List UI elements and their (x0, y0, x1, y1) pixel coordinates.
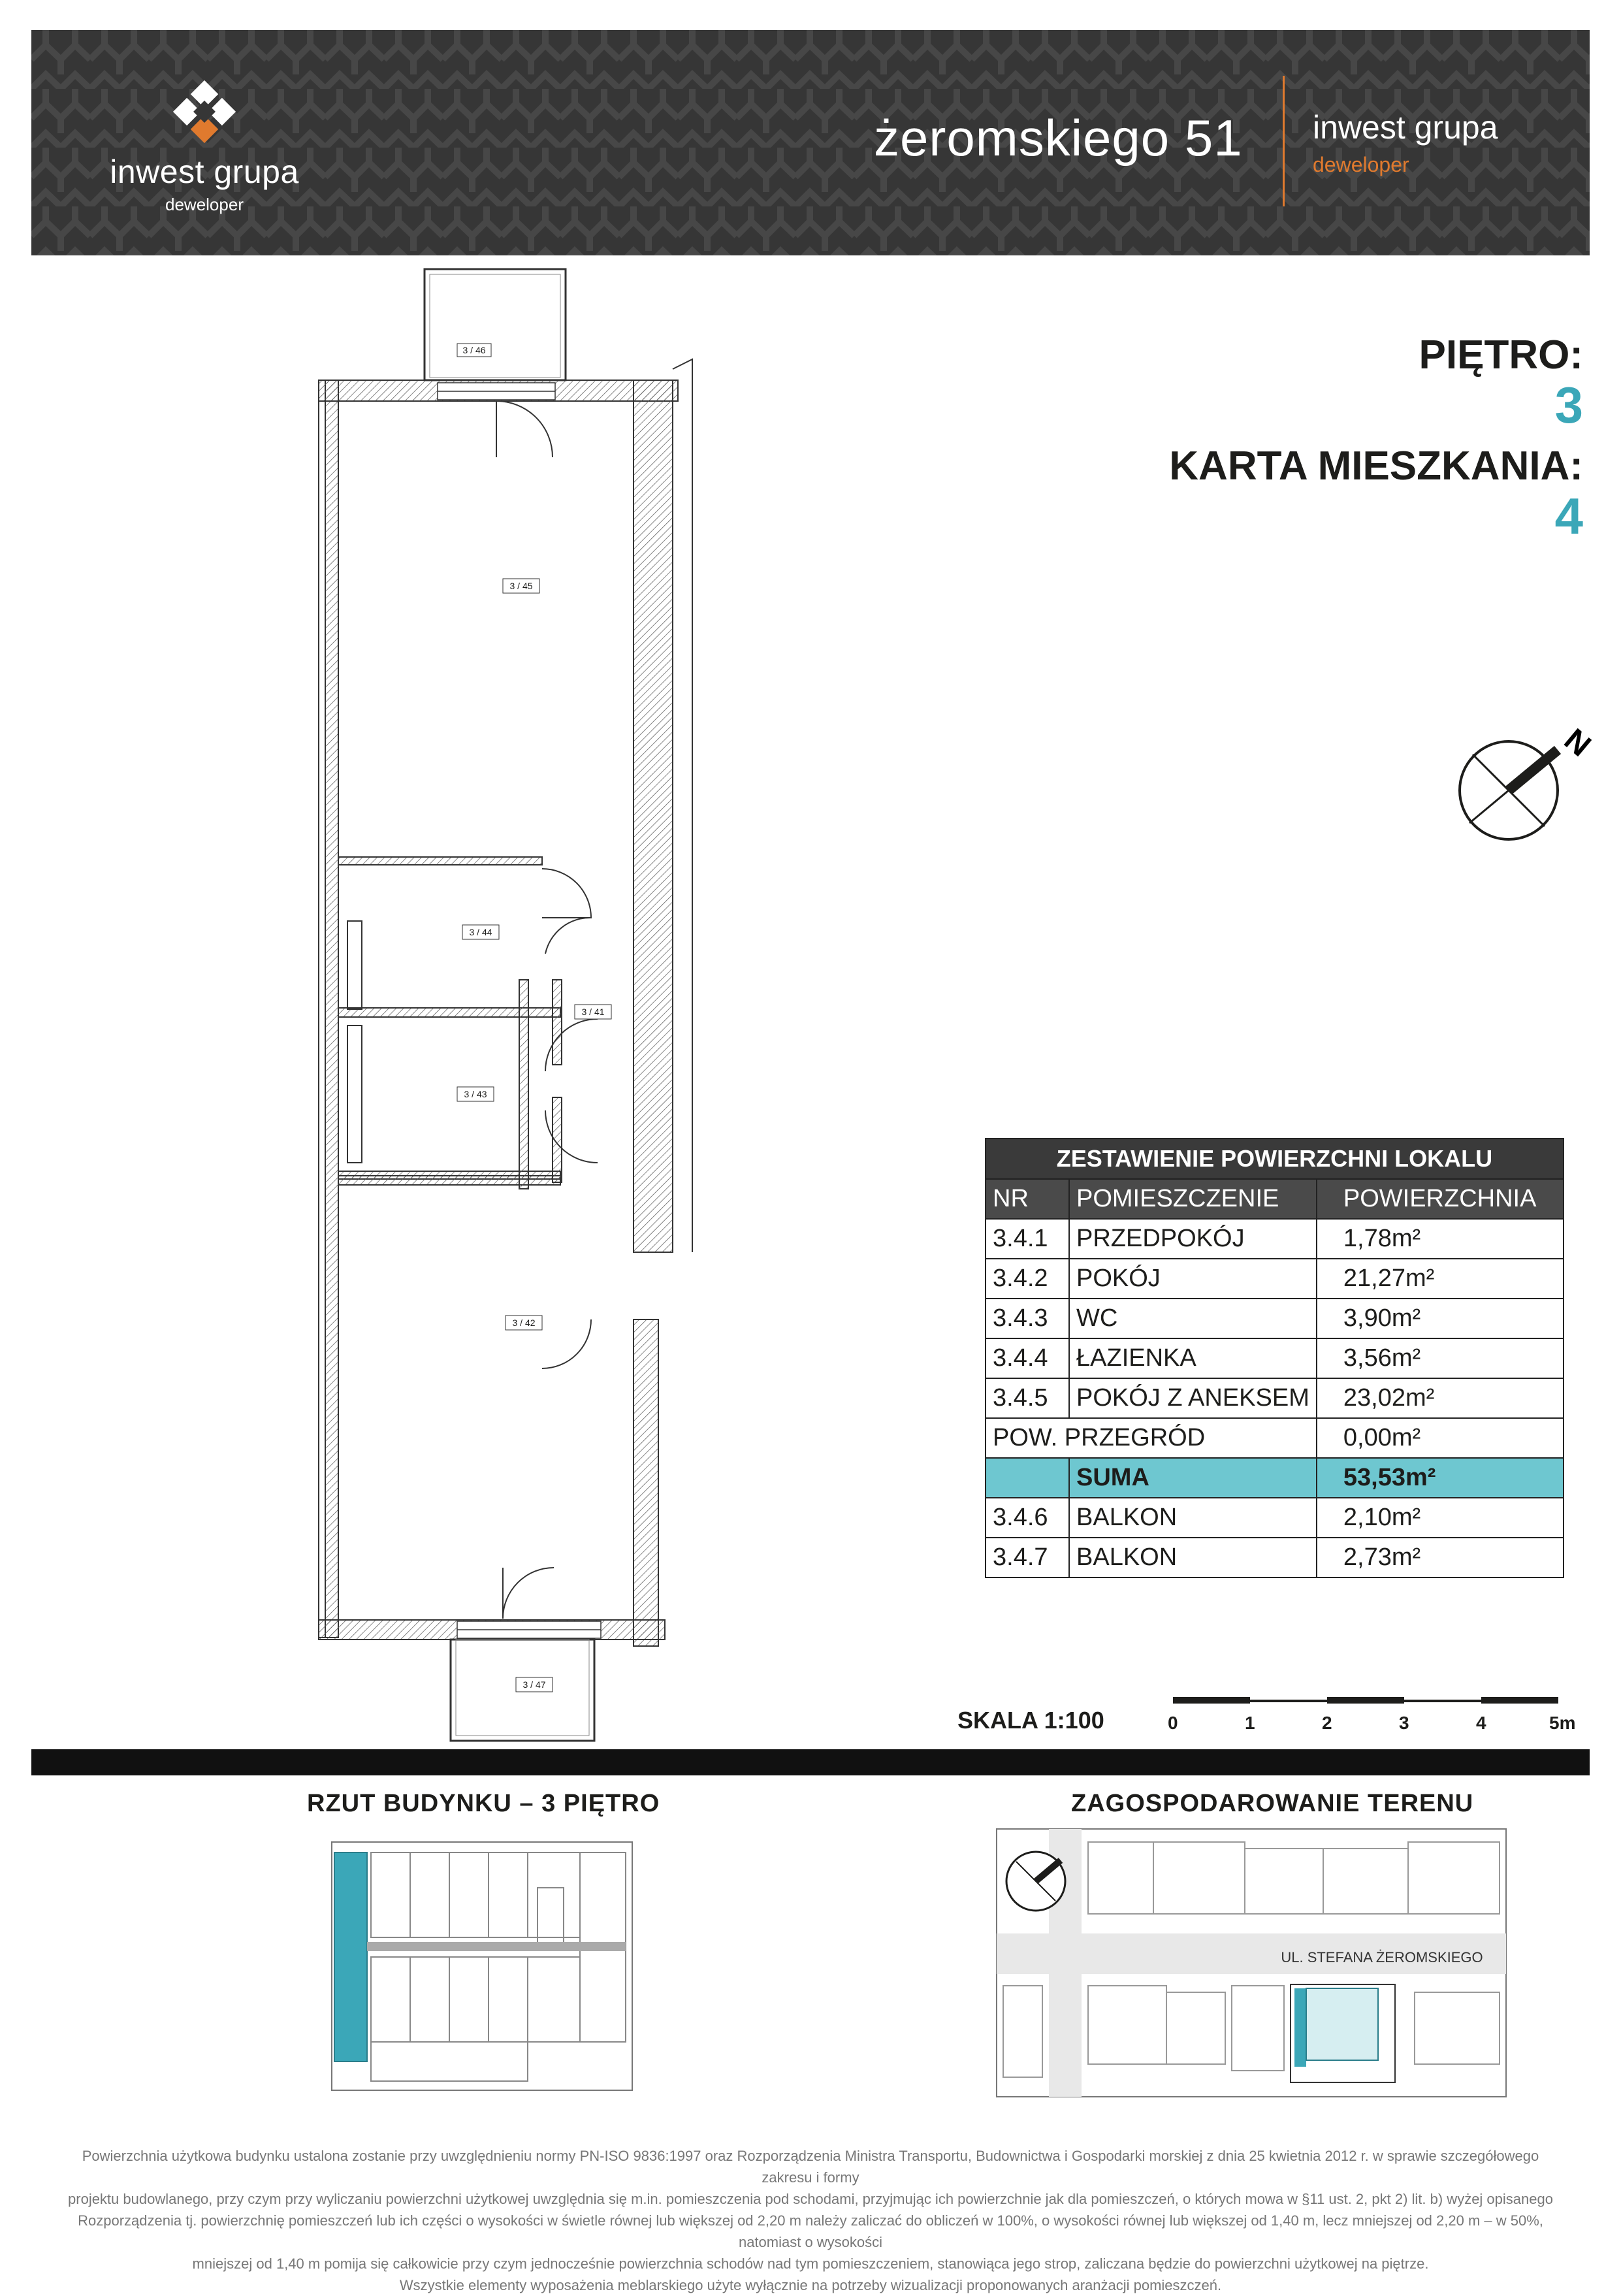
table-row-partitions (986, 1418, 1564, 1458)
company-logo (93, 82, 315, 215)
table-row (986, 1259, 1564, 1299)
project-name: żeromskiego 51 (874, 109, 1243, 167)
footnote-line: Rozporządzenia tj. powierzchnię pomieszczeń lub ich części o wysokości w świetle równej lub większej od 2,20 m należy zaliczać do obliczeń w 100%, o wysokości równej lub większej od 1,40 m, lecz mniejszej od 2,20 m – w 50%, natomiast o wysokości (78, 2212, 1543, 2250)
table-row (986, 1498, 1564, 1538)
floor-plan (300, 261, 718, 1751)
footnote-line: Wszystkie elementy wyposażenia meblarskiego użyte wyłącznie na potrzeby wizualizacji proponowanych aranżacji pomieszczeń. (399, 2277, 1222, 2293)
scale-label: SKALA 1:100 (957, 1707, 1104, 1734)
apartment-info (1169, 333, 1583, 555)
table-row (986, 1538, 1564, 1577)
cell-partitions-area: 0,00m² (1317, 1418, 1564, 1458)
footnote-line: projektu budowlanego, przy czym przy wyliczaniu powierzchni użytkowej uwzględnia się m.in. pomieszczenia pod schodami, przyjmując ich powierzchnie jak dla pomieszczeń, o których mowa w §11 ust. 2, pkt 2) lit. b) wyżej opisanego (68, 2191, 1553, 2207)
col-header-nr: NR (986, 1179, 1069, 1219)
cell-room: PRZEDPOKÓJ (1069, 1219, 1317, 1259)
room-label-room-45: 3 / 45 (509, 581, 533, 591)
cell-area: 1,78m² (1317, 1219, 1564, 1259)
compass-icon (1456, 705, 1597, 849)
scale-tick: 0 (1168, 1713, 1178, 1733)
room-label-balcony-top: 3 / 46 (462, 345, 486, 355)
company-logo-right (1313, 108, 1498, 177)
cell-area: 3,90m² (1317, 1299, 1564, 1338)
cell-nr: 3.4.7 (986, 1538, 1069, 1577)
building-plan-thumbnail (312, 1829, 652, 2103)
cell-area: 2,10m² (1317, 1498, 1564, 1538)
room-label-room-44: 3 / 44 (469, 927, 492, 937)
site-highlight (1294, 1988, 1306, 2067)
header-divider (1283, 76, 1285, 206)
table-row (986, 1219, 1564, 1259)
compass-north-letter: N (1557, 722, 1597, 764)
cell-area: 3,56m² (1317, 1338, 1564, 1378)
scale-tick: 5m (1549, 1713, 1576, 1733)
room-label-room-43: 3 / 43 (464, 1089, 487, 1099)
col-header-room: POMIESZCZENIE (1069, 1179, 1317, 1219)
cell-partitions-label: POW. PRZEGRÓD (986, 1418, 1317, 1458)
cell-sum-label: SUMA (1069, 1458, 1317, 1498)
scale-tick: 2 (1322, 1713, 1332, 1733)
card-label: KARTA MIESZKANIA: (1169, 443, 1583, 489)
room-label-balcony-bottom: 3 / 47 (522, 1679, 546, 1690)
building-plan-title: RZUT BUDYNKU – 3 PIĘTRO (307, 1790, 660, 1817)
cell-nr: 3.4.1 (986, 1219, 1069, 1259)
cell-room: POKÓJ Z ANEKSEM (1069, 1378, 1317, 1418)
site-plan-title: ZAGOSPODAROWANIE TERENU (1071, 1790, 1474, 1817)
brand-name: inwest grupa (110, 154, 299, 190)
footnote-line: mniejszej od 1,40 m pomija się całkowicie przy czym jednocześnie powierzchnia schodów nad tym pomieszczeniem, stanowiąca jego strop, zaliczana będzie do powierzchni użytkowej na piętrze. (192, 2256, 1429, 2272)
table-row (986, 1378, 1564, 1418)
scale-bar (1173, 1696, 1565, 1709)
brand-name-right: inwest grupa (1313, 109, 1498, 146)
legal-footnote (65, 2145, 1556, 2296)
cell-nr: 3.4.4 (986, 1338, 1069, 1378)
balcony-top (425, 269, 566, 380)
scale-tick: 3 (1399, 1713, 1409, 1733)
highlighted-apartment (334, 1852, 367, 2062)
table-row (986, 1299, 1564, 1338)
scale-tick: 1 (1245, 1713, 1255, 1733)
scale-tick: 4 (1476, 1713, 1486, 1733)
header-banner (31, 30, 1590, 255)
table-row (986, 1338, 1564, 1378)
cell-nr: 3.4.5 (986, 1378, 1069, 1418)
cell-room: BALKON (1069, 1538, 1317, 1577)
site-street-name: UL. STEFANA ŻEROMSKIEGO (1281, 1949, 1483, 1965)
room-label-room-41: 3 / 41 (581, 1007, 605, 1017)
cell-room: WC (1069, 1299, 1317, 1338)
footnote-line: Powierzchnia użytkowa budynku ustalona zostanie przy uwzględnieniu normy PN-ISO 9836:1997 oraz Rozporządzenia Ministra Transportu, Budownictwa i Gospodarki morskiej z dnia 25 kwietnia 2012 r. w sprawie szczegółowego zakresu i formy (82, 2148, 1539, 2186)
room-label-room-42: 3 / 42 (512, 1318, 536, 1328)
cell-area: 2,73m² (1317, 1538, 1564, 1577)
floor-value: 3 (1554, 376, 1583, 434)
cell-nr: 3.4.3 (986, 1299, 1069, 1338)
cell-nr: 3.4.6 (986, 1498, 1069, 1538)
cell-sum-area: 53,53m² (1317, 1458, 1564, 1498)
cell-area: 21,27m² (1317, 1259, 1564, 1299)
cell-room: ŁAZIENKA (1069, 1338, 1317, 1378)
card-value: 4 (1554, 487, 1583, 545)
site-plan-thumbnail (997, 1829, 1513, 2103)
section-divider (31, 1749, 1590, 1775)
cell-nr: 3.4.2 (986, 1259, 1069, 1299)
brand-subtitle: deweloper (165, 195, 244, 214)
area-table (985, 1138, 1564, 1578)
brand-subtitle-right: deweloper (1313, 153, 1409, 176)
cell-room: POKÓJ (1069, 1259, 1317, 1299)
cell-room: BALKON (1069, 1498, 1317, 1538)
cell-area: 23,02m² (1317, 1378, 1564, 1418)
table-row-sum (986, 1458, 1564, 1498)
floor-label: PIĘTRO: (1419, 332, 1583, 378)
col-header-area: POWIERZCHNIA (1317, 1179, 1564, 1219)
logo-mark-icon (169, 82, 240, 141)
cell-sum-empty (986, 1458, 1069, 1498)
area-table-title: ZESTAWIENIE POWIERZCHNI LOKALU (986, 1139, 1564, 1179)
